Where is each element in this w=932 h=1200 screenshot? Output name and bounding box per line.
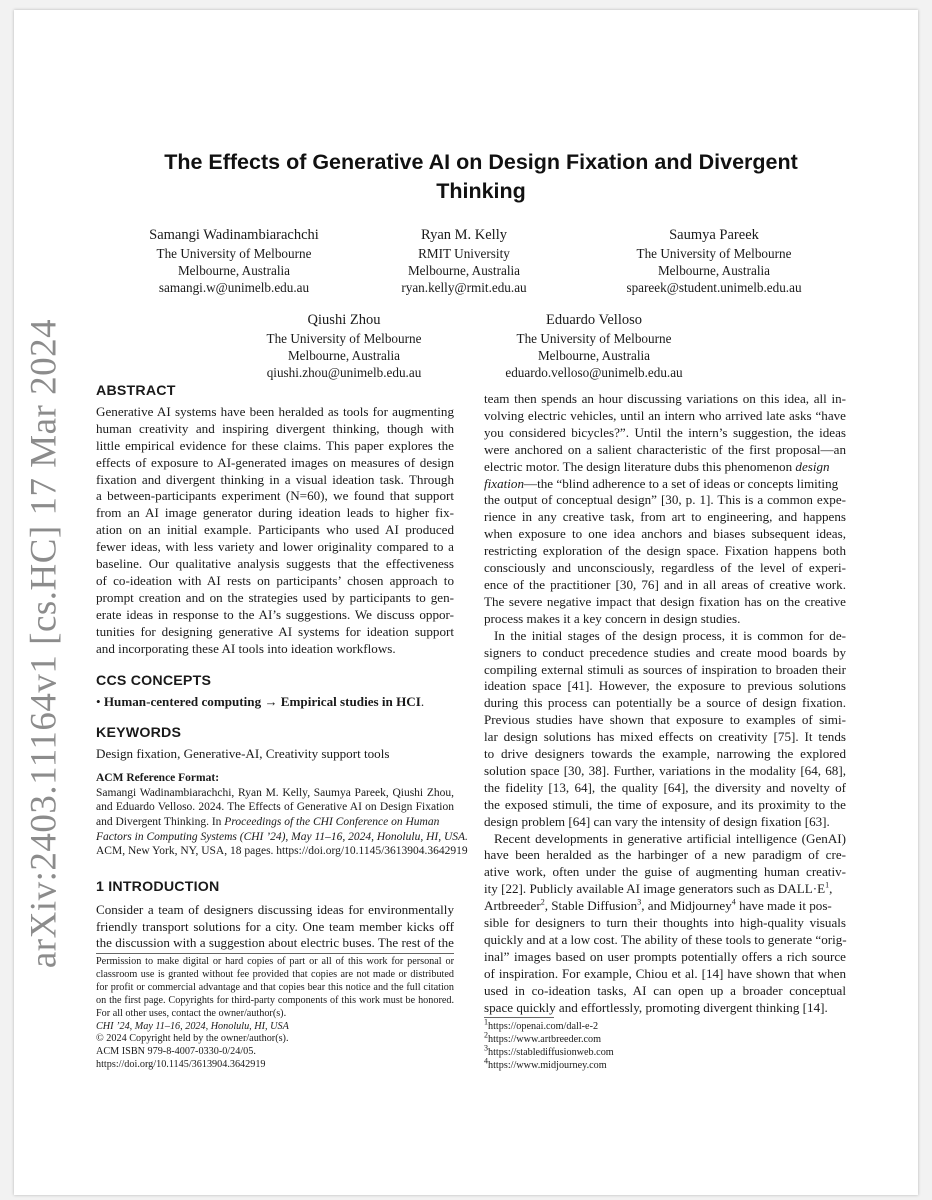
author-location: Melbourne, Australia [537, 348, 651, 363]
abstract-line: prompt creation and on the strategies used by participants to gen- [96, 589, 454, 605]
abstract-line: of co-ideation with AI rests on participants’ chosen approach to [96, 572, 454, 588]
author-name: Ryan M. Kelly [420, 227, 507, 243]
body-text: have made it pos- [735, 898, 832, 914]
footnote-number: 1 [484, 1017, 488, 1027]
author-affiliation: The University of Melbourne [156, 246, 312, 261]
footnote-divider [484, 1017, 554, 1018]
ccs-heading: CCS CONCEPTS [96, 672, 212, 689]
footnote-url[interactable]: https://openai.com/dall-e-2 [488, 1021, 599, 1032]
body-line: the exposed stimuli, the time of exposure, and its proximity to the [484, 796, 846, 812]
footnote-url[interactable]: https://www.artbreeder.com [488, 1033, 602, 1045]
footnote [484, 1030, 846, 1047]
ccs-term: Empirical studies in HCI [280, 694, 421, 710]
body-line: the fidelity [13, 64], the quality [64], the diversity and novelty of [484, 779, 846, 795]
author-affiliation: The University of Melbourne [266, 331, 422, 346]
author-block [114, 227, 354, 296]
footnote [484, 1056, 846, 1073]
body-line: were anchored on a salient characteristic of the first proposal—an [484, 441, 846, 457]
body-line: process makes it a key concern in design studies. [484, 610, 741, 626]
permission-line: For all other uses, contact the owner/author(s). [96, 1007, 287, 1019]
isbn-line: ACM ISBN 979-8-4007-0330-0/24/05. [96, 1046, 256, 1058]
footnote-url[interactable]: https://www.midjourney.com [488, 1059, 607, 1071]
author-name: Saumya Pareek [669, 227, 759, 243]
body-line: team then spends an hour discussing variations on this idea, all in- [484, 391, 846, 406]
permission-line: on the first page. Copyrights for third-party components of this work must be honored. [96, 994, 454, 1006]
author-location: Melbourne, Australia [407, 263, 521, 278]
abstract-line: tunities for designing generative AI systems for ideation support [96, 623, 454, 639]
abstract-line: a between-participants experiment (N=60), we found that support [96, 488, 454, 504]
paper-title [96, 148, 866, 206]
abstract-line: fixation and divergent thinking in a visual ideation task. Through [96, 471, 454, 487]
acm-ref-proceedings: Proceedings of the CHI Conference on Human [224, 815, 440, 828]
abstract-line: human creativity and inspiring divergent thinking, though with [96, 420, 454, 436]
right-column [484, 391, 846, 1017]
author-email: eduardo.velloso@unimelb.edu.au [505, 365, 683, 380]
copyright-line: © 2024 Copyright held by the owner/author(s). [96, 1033, 289, 1045]
body-line: In the initial stages of the design process, it is common for de- [494, 627, 846, 643]
body-text: electric motor. The design literature dubs this phenomenon [484, 458, 796, 474]
abstract-heading: ABSTRACT [96, 383, 176, 399]
abstract-line: erate ideas in response to the AI’s suggestions. We discuss oppor- [96, 606, 454, 622]
body-line [484, 898, 846, 915]
permission-line: Permission to make digital or hard copies of part or all of this work for personal or [96, 956, 454, 967]
acm-reference [96, 771, 468, 859]
abstract-line: baseline. Our qualitative analysis suggests that the effectiveness [96, 556, 454, 572]
body-line: ence of the practitioner [30, 76] and in all areas of creative work. [484, 576, 846, 592]
footnote-marker: 2 [540, 897, 545, 907]
body-line: volving electric vehicles, until an intern who arrived late asks “have [484, 407, 846, 423]
doi-line: https://doi.org/10.1145/3613904.3642919 [96, 1059, 266, 1071]
body-line: The severe negative impact that design fixation has on the creative [484, 593, 846, 609]
body-text: ity [22]. Publicly available AI image generators such as DALL·E [484, 881, 826, 897]
intro-line: the discussion with a suggestion about electric buses. The rest of the [96, 935, 454, 951]
acm-ref-line: and Eduardo Velloso. 2024. The Effects of Generative AI on Design Fixation [96, 801, 454, 814]
body-line: used in co-ideation tasks, AI can open up a broader conceptual [484, 982, 846, 998]
body-line: space quickly and effortlessly, promoting divergent thinking [14]. [484, 999, 828, 1015]
acm-ref-line [96, 815, 454, 830]
author-block [234, 312, 454, 381]
intro-heading: 1 INTRODUCTION [96, 878, 220, 895]
body-line: quickly and at a low cost. The ability of these tools to generate “orig- [484, 932, 847, 947]
body-line: design problem [64] can vary the intensity of design fixation [63]. [484, 813, 830, 829]
author-name: Samangi Wadinambiarachchi [149, 227, 319, 243]
author-location: Melbourne, Australia [287, 348, 401, 363]
body-line: compiling external stimuli as sources of inspiration to broaden their [484, 661, 846, 677]
body-line: solution space [30, 38]. Further, variations in the modality [64, 68], [484, 762, 846, 778]
body-line: Recent developments in generative artificial intelligence (GenAI) [494, 830, 846, 846]
author-block [474, 312, 714, 381]
body-line: sible for designers to turn their thoughts into high-quality visuals [484, 915, 846, 931]
body-line: ideation space [41]. However, the exposure to previous solutions [484, 678, 846, 694]
intro-body [96, 902, 454, 953]
body-line [484, 459, 846, 476]
body-line: lar design solutions has mixed effects on creativity [75]. It tends [484, 729, 846, 745]
intro-line: Consider a team of designers discussing ideas for environmentally [96, 901, 454, 917]
permission-line: classroom use is granted without fee provided that copies are not made or distributed [96, 968, 454, 980]
body-line: have been heralded as the harbinger of a new paradigm of cre- [484, 847, 846, 863]
author-affiliation: The University of Melbourne [636, 246, 792, 261]
body-line: signers to conduct precedence studies and create mood boards by [484, 644, 846, 660]
acm-ref-line: Factors in Computing Systems (CHI ’24), May 11–16, 2024, Honolulu, HI, USA. [96, 830, 468, 843]
body-line: you considered bicycles?”. Until the intern’s suggestion, the ideas [484, 424, 846, 440]
author-location: Melbourne, Australia [657, 263, 771, 278]
author-name: Eduardo Velloso [546, 312, 642, 328]
author-affiliation: The University of Melbourne [516, 331, 672, 346]
keywords-heading: KEYWORDS [96, 725, 182, 742]
permission-notice [96, 956, 454, 1072]
acm-ref-line: Samangi Wadinambiarachchi, Ryan M. Kelly, Saumya Pareek, Qiushi Zhou, [96, 786, 454, 799]
body-line: the output of conceptual design” [30, p. 1]. This is a common expe- [484, 492, 846, 508]
body-line: Previous studies have shown that exposure to examples of simi- [484, 712, 846, 728]
abstract-line: ation on an initial example. Participants who used AI produced [96, 522, 454, 538]
body-line: ity [22]. Publicly available AI image generators such as $DALL\cdot E^1$, [484, 880, 833, 897]
paper-page [14, 10, 918, 1195]
abstract-line: little empirical evidence for these claims. This paper explores the [96, 437, 454, 453]
abstract-line: Generative AI systems have been heralded as tools for augmenting [96, 403, 454, 419]
author-email: ryan.kelly@rmit.edu.au [401, 280, 527, 295]
ccs-period: . [420, 694, 425, 710]
footnote [484, 1043, 846, 1060]
footnote-url[interactable]: https://stablediffusionweb.com [488, 1046, 614, 1058]
author-affiliation: RMIT University [418, 246, 510, 261]
author-email: samangi.w@unimelb.edu.au [158, 280, 310, 295]
title-line-2: Thinking [436, 179, 526, 203]
footnote-marker: 1 [825, 880, 830, 890]
body-text: Artbreeder [484, 898, 541, 914]
footnote-divider [96, 953, 454, 954]
body-line: to drive designers towards the example, narrowing the explored [484, 746, 846, 762]
body-line: rience in any creative task, from art to engineering, and happens [484, 509, 846, 525]
emphasis-text: design [795, 458, 830, 474]
title-line-1: The Effects of Generative AI on Design Fixation and Divergent [164, 150, 798, 174]
body-line: consciously and unconsciously, regardless of the level of experi- [484, 560, 846, 576]
footnote-number: 4 [484, 1056, 488, 1066]
ccs-bullet: • [96, 694, 101, 710]
abstract-line: fewer ideas, with less variety and lower originality compared to a [96, 539, 454, 555]
author-block [594, 227, 834, 296]
acm-ref-heading: ACM Reference Format: [96, 772, 220, 785]
footnote-marker: 4 [731, 897, 736, 907]
left-column [96, 383, 468, 952]
author-block [364, 227, 564, 296]
abstract-line: and incorporating these AI tools into ideation workflows. [96, 640, 396, 656]
footnote [484, 1017, 846, 1034]
keywords-text: Design fixation, Generative-AI, Creativity support tools [96, 746, 390, 762]
acm-ref-text: and Divergent Thinking. In [96, 815, 225, 828]
ccs-arrow: → [264, 694, 278, 710]
intro-line: friendly transport solutions for a city. One team member kicks off [96, 918, 454, 934]
footnotes [484, 1017, 846, 1073]
body-line: during this process can potentially be a source of design fixation. [484, 695, 846, 711]
body-text: , Stable Diffusion [544, 898, 638, 914]
body-line: inal” images based on user prompts potentially offers a rich source [484, 948, 846, 964]
ccs-concepts [96, 694, 454, 711]
author-name: Qiushi Zhou [307, 312, 381, 328]
author-email: spareek@student.unimelb.edu.au [626, 280, 802, 295]
footnote-number: 3 [484, 1043, 488, 1053]
emphasis-text: fixation [484, 475, 525, 491]
abstract-body [96, 404, 454, 658]
author-email: qiushi.zhou@unimelb.edu.au [266, 365, 422, 380]
body-line: ative work, often under the guise of augmenting human creativ- [484, 864, 846, 880]
arxiv-stamp: arXiv:2403.11164v1 [cs.HC] 17 Mar 2024 [23, 318, 65, 969]
body-text: —the “blind adherence to a set of ideas or concepts limiting [524, 475, 839, 491]
abstract-line: effects of exposure to AI-generated images on measures of design [96, 454, 454, 470]
body-line: when exposure to one idea anchors and biases subsequent ideas, [484, 526, 846, 542]
abstract-line: from an AI image generator during ideation leads to higher fix- [96, 505, 454, 521]
acm-ref-line: ACM, New York, NY, USA, 18 pages. https://doi.org/10.1145/3613904.3642919 [96, 845, 468, 858]
body-line: of inspiration. For example, Chiou et al. [14] have shown that when [484, 965, 846, 981]
ccs-term: Human-centered computing [103, 694, 262, 710]
author-location: Melbourne, Australia [177, 263, 291, 278]
conference-line: CHI ’24, May 11–16, 2024, Honolulu, HI, USA [96, 1020, 289, 1032]
body-line [484, 476, 846, 493]
body-line: restricting exploration of the design space. Fixation happens both [484, 543, 846, 559]
footnote-marker: 3 [637, 897, 642, 907]
permission-line: for profit or commercial advantage and that copies bear this notice and the full citation [96, 981, 454, 993]
footnote-number: 2 [484, 1030, 488, 1040]
body-text: , and Midjourney [641, 898, 732, 914]
